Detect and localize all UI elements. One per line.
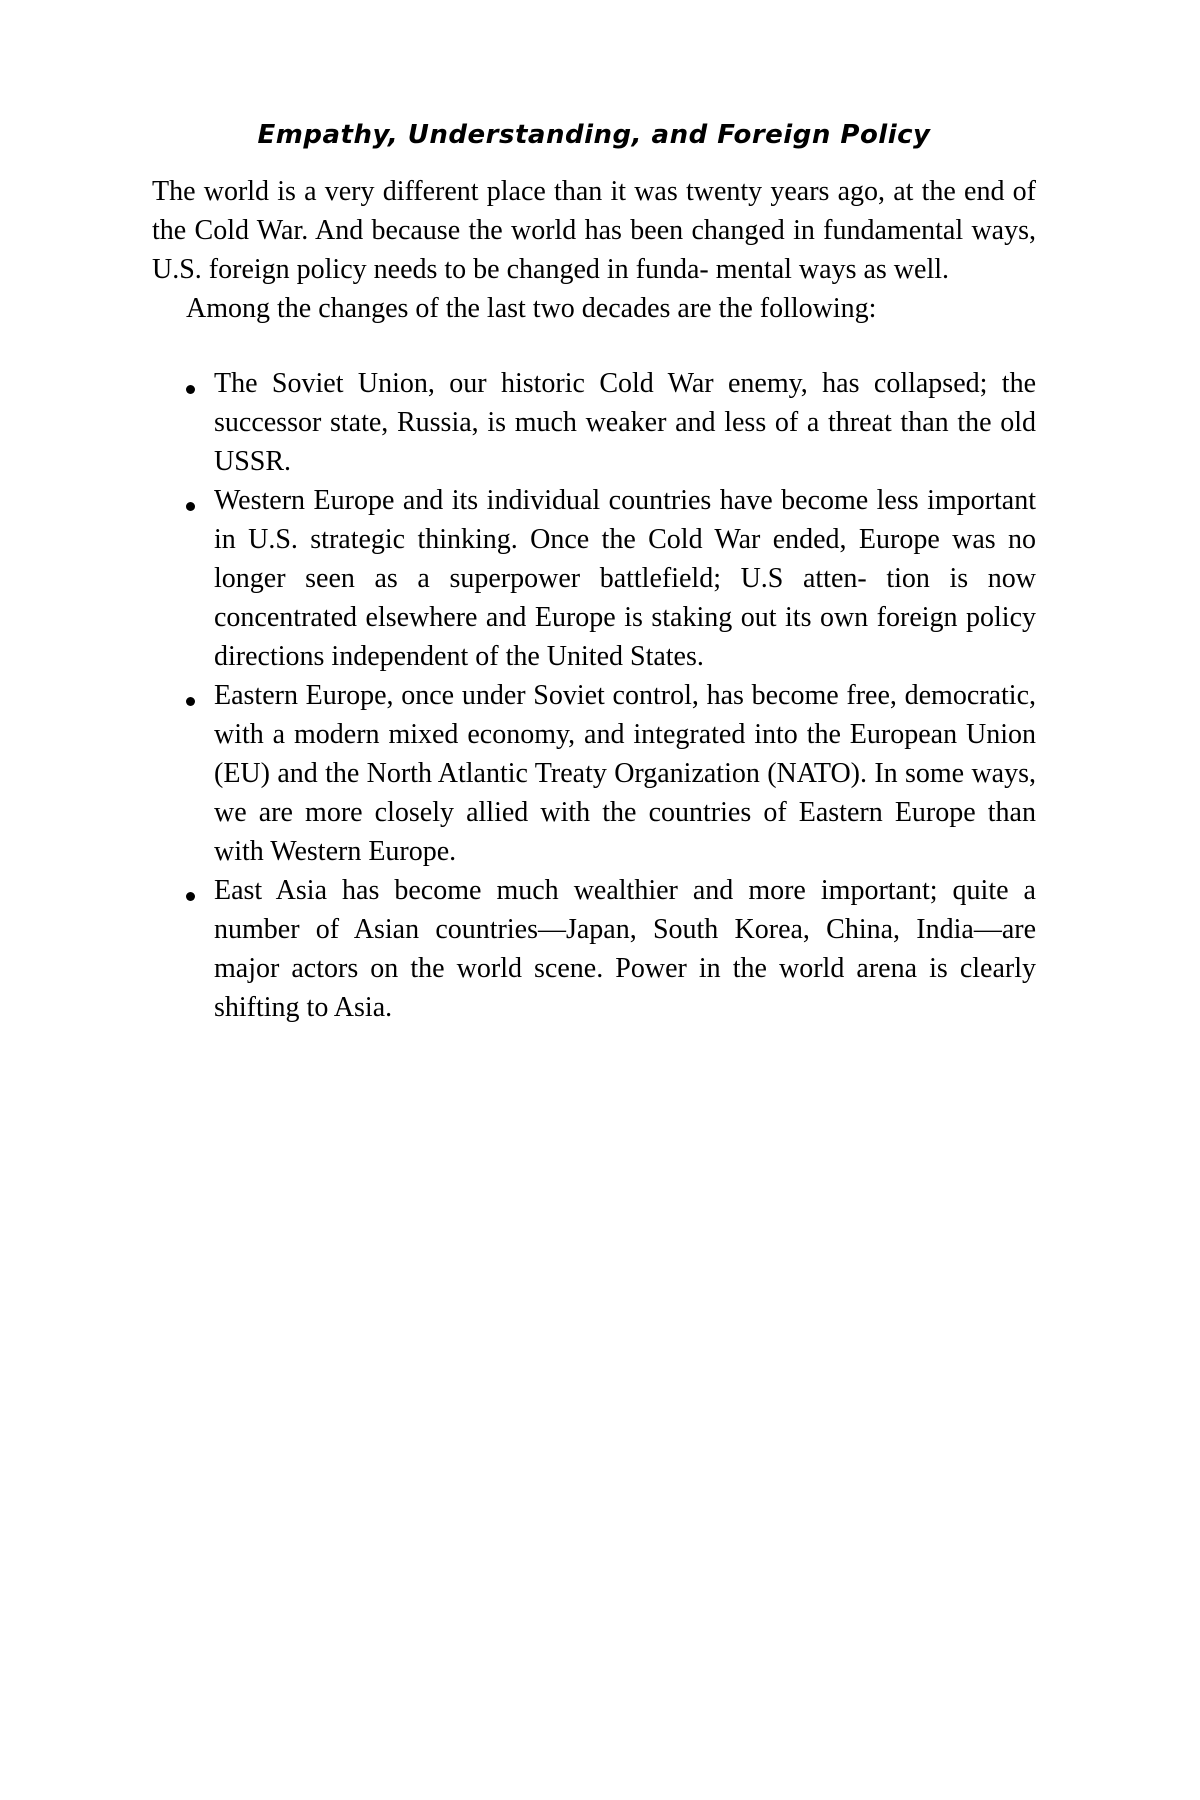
document-page — [152, 118, 1036, 1027]
list-item-text: Eastern Europe, once under Soviet control, has become free, democratic, with a modern mixed economy, and integrated into the European Union (EU) and the North Atlantic Treaty Organization (NATO). In some ways, we are more closely allied with the countries of Eastern Europe than with Western Europe. — [214, 680, 1036, 867]
bullet-icon — [186, 697, 195, 706]
document-title: Empathy, Understanding, and Foreign Policy — [257, 120, 931, 150]
bullet-icon — [186, 385, 195, 394]
intro-paragraph: The world is a very different place than it was twenty years ago, at the end of the Cold War. And because the world has been changed in fundamental ways, U.S. foreign policy needs to be changed in funda- mental ways as well. — [152, 176, 1036, 285]
list-item-text: The Soviet Union, our historic Cold War enemy, has collapsed; the successor state, Russia, is much weaker and less of a threat than the old USSR. — [214, 368, 1036, 477]
list-item-text: East Asia has become much wealthier and more important; quite a number of Asian countries—Japan, South Korea, China, India—are major actors on the world scene. Power in the world arena is clearly shifting to Asia. — [214, 875, 1036, 1023]
list-item — [214, 871, 1036, 1027]
bullet-icon — [186, 892, 195, 901]
lead-in-paragraph: Among the changes of the last two decades are the following: — [186, 293, 877, 324]
list-item-text: Western Europe and its individual countries have become less important in U.S. strategic thinking. Once the Cold War ended, Europe was no longer seen as a superpower battlefield; U.S atten- tion is now concentrated elsewhere and Europe is staking out its own foreign policy directions independent of the United States. — [214, 485, 1036, 672]
bullet-icon — [186, 502, 195, 511]
list-item — [214, 676, 1036, 871]
list-item — [214, 364, 1036, 481]
list-item — [214, 481, 1036, 676]
changes-bullet-list — [152, 364, 1036, 1027]
